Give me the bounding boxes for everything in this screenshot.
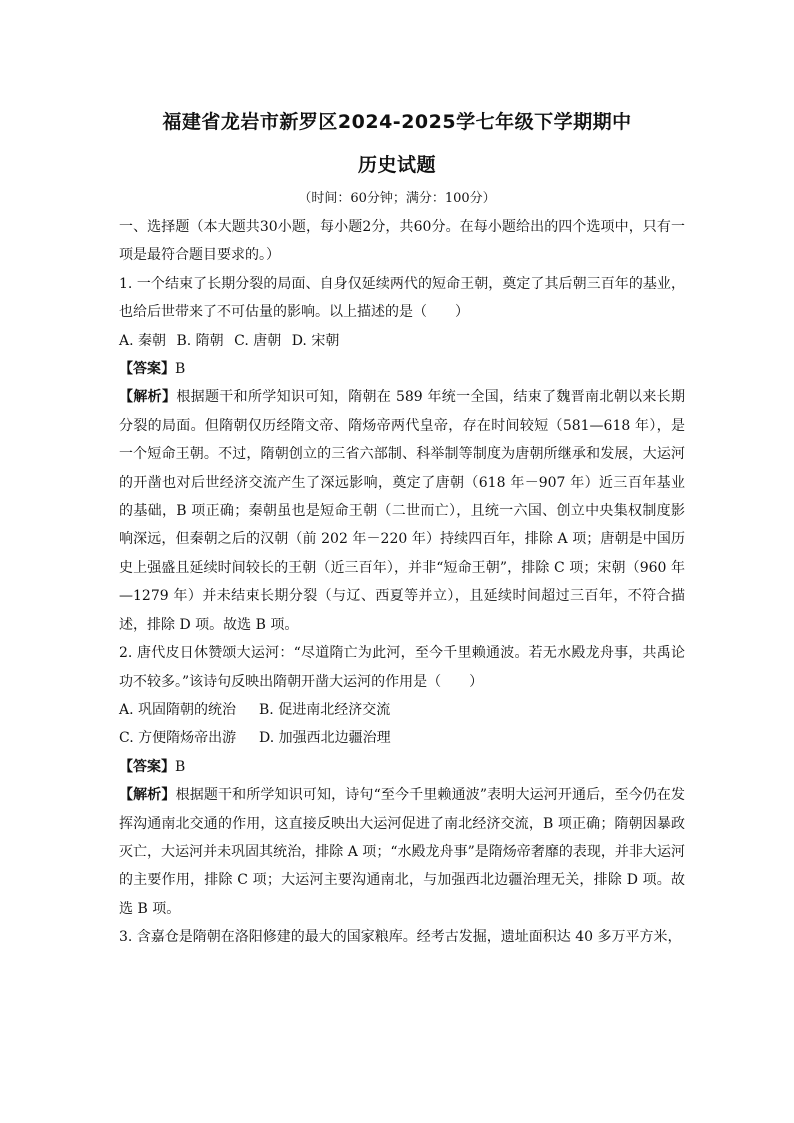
analysis-text: 根据题干和所学知识可知，诗句“至今千里赖通波”表明大运河开通后，至今仍在发挥沟通南北交通的作用，这直接反映出大运河促进了南北经济交流，B 项正确；隋朝因暴政灭亡，大运河并未巩固其统治，排除 A 项；“水殿龙舟事”是隋炀帝奢靡的表现，并非大运河的主要作用，排除 C 项；大运河主要沟通南北，与加强西北边疆治理无关，排除 D 项。故选 B 项。 (119, 787, 686, 917)
question-2-answer (119, 753, 685, 781)
question-1-answer (119, 355, 685, 383)
question-1-option-a: A. 秦朝 (119, 332, 167, 349)
question-2-option-b: B. 促进南北经济交流 (259, 701, 391, 718)
question-2-options (119, 696, 685, 753)
exam-meta: （时间：60分钟；满分：100分） (298, 191, 496, 206)
document-title: 福建省龙岩市新罗区2024-2025学七年级下学期期中 (162, 111, 632, 133)
question-1-option-c: C. 唐朝 (234, 332, 282, 349)
question-1-analysis (119, 383, 685, 639)
answer-tag: 【答案】 (119, 361, 175, 378)
question-1-stem: 1. 一个结束了长期分裂的局面、自身仅延续两代的短命王朝，奠定了其后朝三百年的基业，也给后世带来了不可估量的影响。以上描述的是（ ） (119, 275, 685, 321)
question-1-option-d: D. 宋朝 (291, 332, 340, 349)
question-1-option-b: B. 隋朝 (176, 332, 224, 349)
answer-value: B (175, 758, 186, 775)
question-1-options (119, 327, 685, 355)
question-3-stem: 3. 含嘉仓是隋朝在洛阳修建的最大的国家粮库。经考古发掘，遗址面积达 40 多万平方米， (119, 929, 682, 946)
answer-tag: 【答案】 (119, 758, 175, 775)
analysis-text: 根据题干和所学知识可知，隋朝在 589 年统一全国，结束了魏晋南北朝以来长期分裂的局面。但隋朝仅历经隋文帝、隋炀帝两代皇帝，存在时间较短（581—618 年），是一个短命王朝。不过，隋朝创立的三省六部制、科举制等制度为唐朝所继承和发展，大运河的开凿也对后世经济交流产生了深远影响，奠定了唐朝（618 年－907 年）近三百年基业的基础，B 项正确；秦朝虽也是短命王朝（二世而亡），且统一六国、创立中央集权制度影响深远，但秦朝之后的汉朝（前 202 年－220 年）持续四百年，排除 A 项；唐朝是中国历史上强盛且延续时间较长的王朝（近三百年），并非“短命王朝”，排除 C 项；宋朝（960 年—1279 年）并未结束长期分裂（与辽、西夏等并立），且延续时间超过三百年，不符合描述，排除 D 项。故选 B 项。 (119, 389, 686, 633)
question-2-option-d: D. 加强西北边疆治理 (259, 730, 391, 747)
answer-value: B (175, 361, 186, 378)
question-2-stem: 2. 唐代皮日休赞颂大运河：“尽道隋亡为此河，至今千里赖通波。若无水殿龙舟事，共禹论功不较多。”该诗句反映出隋朝开凿大运河的作用是（ ） (119, 645, 685, 690)
question-2-option-a: A. 巩固隋朝的统治 (119, 701, 237, 718)
document-subtitle: 历史试题 (357, 154, 436, 176)
document-body (119, 213, 685, 952)
analysis-tag: 【解析】 (119, 787, 176, 804)
analysis-tag: 【解析】 (119, 389, 177, 406)
question-2-option-c: C. 方便隋炀帝出游 (119, 730, 237, 747)
section-heading: 一、选择题（本大题共30小题，每小题2分，共60分。在每小题给出的四个选项中，只有一项是最符合题目要求的。） (119, 219, 685, 264)
question-2-analysis (119, 781, 685, 923)
